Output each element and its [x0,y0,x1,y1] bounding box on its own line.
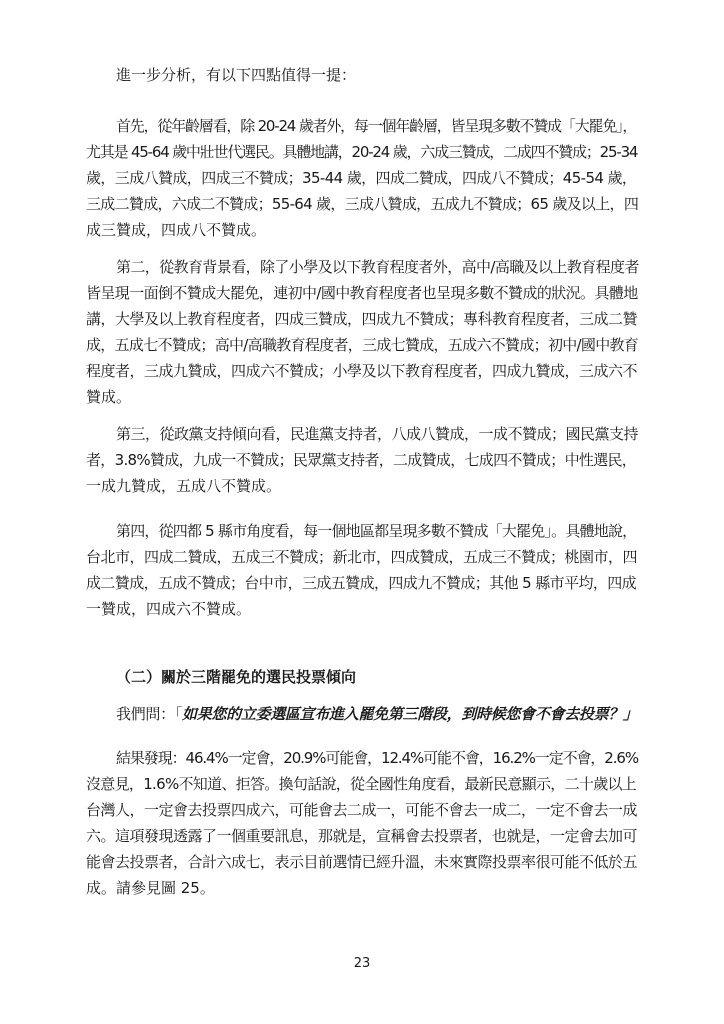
paragraph-4-line: 一贊成，四成六不贊成。 [86,600,252,618]
paragraph-4-line: 第四，從四都 5 縣市角度看，每一個地區都呈現多數不贊成「大罷免」。具體地說， [116,522,637,540]
page-number: 23 [353,956,371,971]
paragraph-1-line: 三成二贊成，六成二不贊成；55-64 歲，三成八贊成，五成九不贊成；65 歲及以上，四 [86,195,639,213]
question-line [116,701,638,727]
intro-line: 進一步分析，有以下四點值得一提： [116,66,357,84]
paragraph-2-line: 程度者，三成九贊成，四成六不贊成；小學及以下教育程度者，四成九贊成，三成六不 [86,362,638,380]
paragraph-3-line: 者，3.8%贊成，九成一不贊成；民眾黨支持者，二成贊成，七成四不贊成；中性選民， [86,451,637,469]
section-heading: （二）關於三階罷免的選民投票傾向 [116,668,357,686]
paragraph-1-line: 成三贊成，四成八不贊成。 [86,221,267,239]
paragraph-5-line: 結果發現：46.4%一定會，20.9%可能會，12.4%可能不會，16.2%一定不會，2.6% [116,749,639,767]
paragraph-5-line: 台灣人，一定會去投票四成六，可能會去二成一，可能不會去一成二，一定不會去一成 [86,801,638,819]
paragraph-1-line: 首先，從年齡層看，除 20-24 歲者外，每一個年齡層，皆呈現多數不贊成「大罷免」， [116,117,637,135]
paragraph-5-line: 成。請參見圖 25。 [86,879,215,897]
paragraph-4-line: 成二贊成，五成不贊成；台中市，三成五贊成，四成九不贊成；其他 5 縣市平均，四成 [86,574,637,592]
question-prefix: 我們問：「 [116,705,183,723]
paragraph-1-line: 尤其是 45-64 歲中壯世代選民。具體地講，20-24 歲，六成三贊成，二成四不贊成；25-34 [86,143,638,161]
paragraph-1-line: 歲，三成八贊成，四成三不贊成；35-44 歲，四成二贊成，四成八不贊成；45-54 歲， [86,169,637,187]
paragraph-3-line: 第三，從政黨支持傾向看，民進黨支持者，八成八贊成，一成不贊成；國民黨支持 [116,425,639,443]
paragraph-5-line: 沒意見，1.6%不知道、拒答。換句話說，從全國性角度看，最新民意顯示，二十歲以上 [86,775,637,793]
paragraph-2-line: 第二，從教育背景看，除了小學及以下教育程度者外，高中/高職及以上教育程度者 [116,258,639,276]
paragraph-2-line: 皆呈現一面倒不贊成大罷免，連初中/國中教育程度者也呈現多數不贊成的狀況。具體地 [86,284,638,302]
paragraph-2-line: 講，大學及以上教育程度者，四成三贊成，四成九不贊成；專科教育程度者，三成二贊 [86,310,638,328]
paragraph-5-line: 六。這項發現透露了一個重要訊息，那就是，宣稱會去投票者，也就是，一定會去加可 [86,827,638,845]
paragraph-2-line: 贊成。 [86,388,132,406]
paragraph-2-line: 成，五成七不贊成；高中/高職教育程度者，三成七贊成，五成六不贊成；初中/國中教育 [86,336,639,354]
paragraph-3-line: 一成九贊成，五成八不贊成。 [86,477,282,495]
paragraph-4-line: 台北市，四成二贊成，五成三不贊成；新北市，四成贊成，五成三不贊成；桃園市，四 [86,548,638,566]
question-text: 如果您的立委選區宣布進入罷免第三階段，到時候您會不會去投票？」 [182,705,638,723]
paragraph-5-line: 能會去投票者，合計六成七，表示目前選情已經升溫，未來實際投票率很可能不低於五 [86,853,638,871]
